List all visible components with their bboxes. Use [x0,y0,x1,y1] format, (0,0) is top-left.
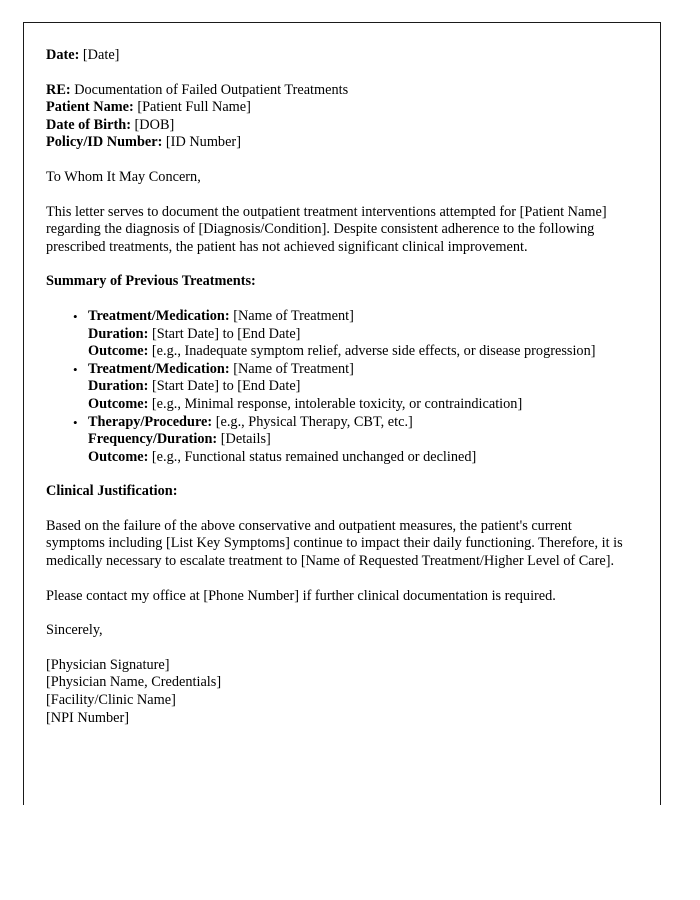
therapy-name-label: Therapy/Procedure: [88,413,213,430]
contact-paragraph: Please contact my office at [Phone Number] if further clinical documentation is required. [46,587,556,604]
treatment-name-value: [Name of Treatment] [233,360,354,377]
treatment-duration-label: Duration: [88,378,149,395]
reference-block [46,82,624,152]
therapy-outcome-label: Outcome: [88,448,149,465]
treatment-outcome-line [88,396,624,414]
list-item [88,308,624,361]
treatment-outcome-label: Outcome: [88,395,149,412]
spacer-after-intro [46,256,624,273]
npi-number-line: [NPI Number] [46,709,129,726]
treatment-outcome-value: [e.g., Minimal response, intolerable toxicity, or contraindication] [151,395,523,412]
treatment-name-value: [Name of Treatment] [233,307,354,324]
spacer-after-reference [46,152,624,169]
justification-paragraph: Based on the failure of the above conservative and outpatient measures, the patient's current symptoms including [List Key Symptoms] continue to impact their daily functioning. Therefore, it is medically necessary to escalate treatment to [Name of Requested Treatment/Higher Level of Care]. [46,517,623,570]
re-line [46,82,624,100]
summary-heading: Summary of Previous Treatments: [46,273,256,290]
treatment-list [46,308,624,466]
date-field [46,47,624,65]
therapy-frequency-line [88,431,624,449]
spacer-after-salutation [46,187,624,204]
treatment-duration-value: [Start Date] to [End Date] [151,325,301,342]
re-value: Documentation of Failed Outpatient Treatments [74,81,349,98]
patient-name-label: Patient Name: [46,99,134,116]
therapy-outcome-line [88,449,624,467]
therapy-frequency-label: Frequency/Duration: [88,431,218,448]
therapy-name-line [88,414,624,432]
treatment-duration-value: [Start Date] to [End Date] [151,378,301,395]
spacer-after-treatment-list [46,466,624,483]
dob-label: Date of Birth: [46,116,131,133]
closing: Sincerely, [46,622,103,639]
treatment-name-line [88,308,624,326]
date-label: Date: [46,47,80,63]
physician-name-line: [Physician Name, Credentials] [46,674,222,691]
spacer-after-justification-heading [46,501,624,518]
patient-name-value: [Patient Full Name] [137,99,251,116]
treatment-name-label: Treatment/Medication: [88,307,230,324]
treatment-outcome-line [88,343,624,361]
policy-id-line [46,134,624,152]
policy-id-value: [ID Number] [165,134,241,151]
therapy-outcome-value: [e.g., Functional status remained unchanged or declined] [151,448,477,465]
document-page [23,22,661,805]
spacer-after-date [46,65,624,82]
treatment-duration-line [88,378,624,396]
salutation: To Whom It May Concern, [46,168,201,185]
policy-id-label: Policy/ID Number: [46,134,163,151]
physician-signature-line: [Physician Signature] [46,656,170,673]
spacer-after-summary-heading [46,291,624,308]
dob-line [46,117,624,135]
patient-name-line [46,99,624,117]
facility-name-line: [Facility/Clinic Name] [46,692,176,709]
treatment-name-label: Treatment/Medication: [88,360,230,377]
document-body [24,23,660,727]
treatment-duration-label: Duration: [88,325,149,342]
re-label: RE: [46,81,71,98]
therapy-frequency-value: [Details] [220,431,271,448]
spacer-after-contact [46,605,624,622]
list-item [88,361,624,414]
intro-paragraph: This letter serves to document the outpatient treatment interventions attempted for [Patient Name] regarding the diagnosis of [Diagnosis/Condition]. Despite consistent adherence to the following prescribed treatments, the patient has not achieved significant clinical improvement. [46,203,607,255]
justification-heading: Clinical Justification: [46,483,178,500]
signature-block [46,657,624,727]
treatment-duration-line [88,326,624,344]
spacer-after-closing [46,640,624,657]
treatment-outcome-label: Outcome: [88,343,149,360]
date-value: [Date] [82,47,120,63]
dob-value: [DOB] [134,116,175,133]
list-item [88,414,624,467]
treatment-outcome-value: [e.g., Inadequate symptom relief, adverse side effects, or disease progression] [151,343,596,360]
spacer-after-justification [46,571,624,588]
date-line [46,47,624,65]
therapy-name-value: [e.g., Physical Therapy, CBT, etc.] [215,413,413,430]
treatment-name-line [88,361,624,379]
